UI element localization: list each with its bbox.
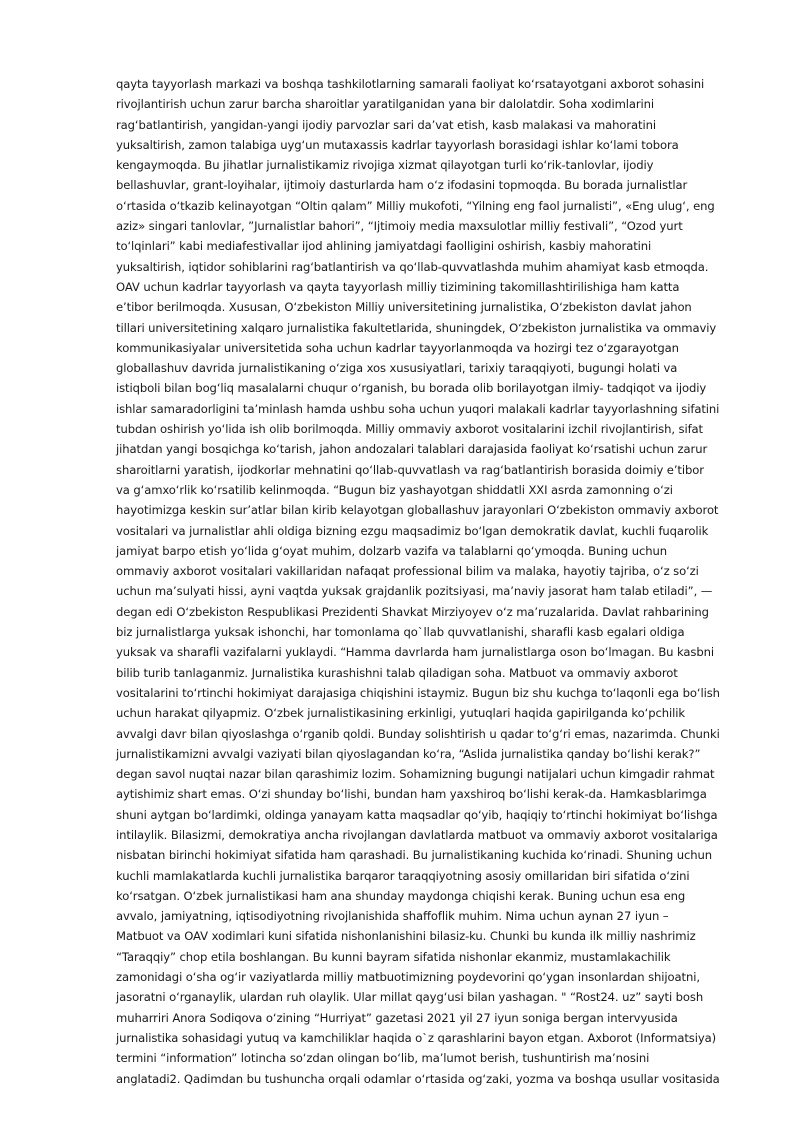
text-line: istiqboli bilan bog‘liq masalalarni chuqur o‘rganish, bu borada olib borilayotgan ilmiy- tadqiqot va ijodiy (116, 381, 707, 396)
text-line: “Taraqqiy” chop etila boshlangan. Bu kunni bayram sifatida nishonlar ekanmiz, mustamlakachilik (116, 949, 671, 964)
text-line: rivojlantirish uchun zarur barcha sharoitlar yaratilganidan yana bir dalolatdir. Soha xodimlarini (116, 97, 655, 112)
text-line: kuchli mamlakatlarda kuchli jurnalistika barqaror taraqqiyotning asosiy omillaridan biri sifatida o‘zini (116, 868, 690, 883)
text-line: kengaymoqda. Bu jihatlar jurnalistikamiz rivojiga xizmat qilayotgan turli ko‘rik-tanlovlar, ijodiy (116, 158, 654, 173)
text-line: tillari universitetining xalqaro jurnalistika fakultetlarida, shuningdek, O‘zbekiston jurnalistika va ommaviy (116, 320, 717, 335)
text-line: rag‘batlantirish, yangidan-yangi ijodiy parvozlar sari da’vat etish, kasb malakasi va mahoratini (116, 117, 656, 132)
text-line: va g‘amxo‘rlik ko‘rsatilib kelinmoqda. “Bugun biz yashayotgan shiddatli XXI asrda zamonning o‘zi (116, 482, 673, 497)
text-line: globallashuv davrida jurnalistikaning o‘ziga xos xususiyatlari, tarixiy taraqqiyoti, bugungi holati va (116, 361, 678, 376)
body-text (116, 74, 746, 1089)
text-line: zamonidagi o‘sha og‘ir vaziyatlarda milliy matbuotimizning poydevorini qo‘ygan insonlardan shijoatni, (116, 970, 700, 985)
text-line: yuksak va sharafli vazifalarni yuklaydi. “Hamma davrlarda ham jurnalistlarga oson bo‘lmagan. Bu kasbni (116, 645, 714, 660)
text-line: aziz» singari tanlovlar, ”Jurnalistlar bahori”, “Ijtimoiy media maxsulotlar milliy festivali”, “Ozod yurt (116, 219, 683, 234)
text-line: uchun ma’sulyati hissi, ayni vaqtda yuksak grajdanlik pozitsiyasi, ma’naviy jasorat ham talab etiladi”, — (116, 584, 713, 599)
text-line: avvalgi davr bilan qiyoslashga o‘rganib qoldi. Bunday solishtirish u qadar to‘g‘ri emas, nazarimda. Chunki (116, 726, 720, 741)
text-line: qayta tayyorlash markazi va boshqa tashkilotlarning samarali faoliyat ko‘rsatayotgani axborot sohasini (116, 77, 705, 91)
text-line: e’tibor berilmoqda. Xususan, O‘zbekiston Milliy universitetining jurnalistika, O‘zbekiston davlat jahon (116, 300, 692, 315)
text-line: hayotimizga keskin sur’atlar bilan kirib kelayotgan globallashuv jarayonlari O‘zbekiston ommaviy axborot (116, 503, 719, 518)
text-line: avvalo, jamiyatning, iqtisodiyotning rivojlanishida shaffoflik muhim. Nima uchun aynan 27 iyun – (116, 909, 669, 924)
text-line: kommunikasiyalar universitetida soha uchun kadrlar tayyorlanmoqda va hozirgi tez o‘zgarayotgan (116, 340, 679, 355)
text-line: yuksaltirish, iqtidor sohiblarini rag‘batlantirish va qo‘llab-quvvatlashda muhim ahamiyat kasb etmoqda. (116, 259, 709, 274)
text-line: degan edi O‘zbekiston Respublikasi Prezidenti Shavkat Mirziyoyev o‘z ma’ruzalarida. Davlat rahbarining (116, 604, 709, 619)
text-line: intilaylik. Bilasizmi, demokratiya ancha rivojlangan davlatlarda matbuot va ommaviy axborot vositalariga (116, 827, 718, 842)
text-line: sharoitlarni yaratish, ijodkorlar mehnatini qo‘llab-quvvatlash va rag‘batlantirish borasida doimiy e’tibor (116, 462, 704, 477)
text-line: Matbuot va OAV xodimlari kuni sifatida nishonlanishini bilasiz-ku. Chunki bu kunda ilk milliy nashrimiz (116, 929, 696, 944)
text-line: nisbatan birinchi hokimiyat sifatida ham qarashadi. Bu jurnalistikaning kuchida ko‘rinadi. Shuning uchun (116, 848, 713, 863)
text-line: jurnalistika sohasidagi yutuq va kamchiliklar haqida o`z qarashlarini bayon etgan. Axborot (Informatsiya) (116, 1030, 717, 1045)
text-line: anglatadi2. Qadimdan bu tushuncha orqali odamlar o‘rtasida og‘zaki, yozma va boshqa usullar vositasida (116, 1071, 720, 1086)
text-line: o‘rtasida o‘tkazib kelinayotgan “Oltin qalam” Milliy mukofoti, “Yilning eng faol jurnalisti”, «Eng ulug‘, eng (116, 198, 715, 213)
text-line: shuni aytgan bo‘lardimki, oldinga yanayam katta maqsadlar qo‘yib, haqiqiy to‘rtinchi hokimiyat bo‘lishga (116, 807, 718, 822)
text-line: jihatdan yangi bosqichga ko‘tarish, jahon andozalari talablari darajasida faoliyat ko‘rsatishi uchun zarur (116, 442, 708, 457)
text-line: jamiyat barpo etish yo‘lida g‘oyat muhim, dolzarb vazifa va talablarni qo‘ymoqda. Buning uchun (116, 543, 667, 558)
text-line: yuksaltirish, zamon talabiga uyg‘un mutaxassis kadrlar tayyorlash borasidagi ishlar ko‘lami tobora (116, 137, 679, 152)
text-line: bilib turib tanlaganmiz. Jurnalistika kurashishni talab qiladigan soha. Matbuot va ommaviy axborot (116, 665, 678, 680)
text-line: OAV uchun kadrlar tayyorlash va qayta tayyorlash milliy tizimining takomillashtirilishiga ham katta (116, 279, 680, 294)
text-line: bellashuvlar, grant-loyihalar, ijtimoiy dasturlarda ham o‘z ifodasini topmoqda. Bu borada jurnalistlar (116, 178, 688, 193)
text-line: uchun harakat qilyapmiz. O‘zbek jurnalistikasining erkinligi, yutuqlari haqida gapirilganda ko‘pchilik (116, 706, 685, 721)
text-line: vositalari va jurnalistlar ahli oldiga bizning ezgu maqsadimiz bo‘lgan demokratik davlat, kuchli fuqarolik (116, 523, 709, 538)
text-line: degan savol nuqtai nazar bilan qarashimiz lozim. Sohamizning bugungi natijalari uchun kimgadir rahmat (116, 767, 715, 782)
text-line: termini “information” lotincha so‘zdan olingan bo‘lib, ma’lumot berish, tushuntirish ma’nosini (116, 1051, 650, 1066)
text-line: vositalarini to‘rtinchi hokimiyat darajasiga chiqishini istaymiz. Bugun biz shu kuchga to‘laqonli ega bo‘lish (116, 685, 720, 700)
text-line: ommaviy axborot vositalari vakillaridan nafaqat professional bilim va malaka, hayotiy tajriba, o‘z so‘zi (116, 564, 699, 579)
text-line: tubdan oshirish yo‘lida ish olib borilmoqda. Milliy ommaviy axborot vositalarini izchil rivojlantirish, sifat (116, 422, 703, 437)
text-line: aytishimiz shart emas. O‘zi shunday bo‘lishi, bundan ham yaxshiroq bo‘lishi kerak-da. Hamkasblarimga (116, 787, 707, 802)
text-line: muharriri Anora Sodiqova o‘zining “Hurriyat” gazetasi 2021 yil 27 iyun soniga bergan intervyusida (116, 1010, 678, 1025)
text-line: to‘lqinlari” kabi mediafestivallar ijod ahlining jamiyatdagi faolligini oshirish, kasbiy mahoratini (116, 239, 652, 254)
text-line: jurnalistikamizni avvalgi vaziyati bilan qiyoslagandan ko‘ra, “Aslida jurnalistika qanday bo‘lishi kerak?” (116, 746, 701, 761)
text-line: ko‘rsatgan. O‘zbek jurnalistikasi ham ana shunday maydonga chiqishi kerak. Buning uchun esa eng (116, 888, 686, 903)
text-line: jasoratni o‘rganaylik, ulardan ruh olaylik. Ular millat qayg‘usi bilan yashagan. " “Rost24. uz” sayti bosh (116, 990, 704, 1005)
text-line: ishlar samaradorligini ta’minlash hamda ushbu soha uchun yuqori malakali kadrlar tayyorlashning sifatini (116, 401, 720, 416)
text-line: biz jurnalistlarga yuksak ishonchi, har tomonlama qo`llab quvvatlanishi, sharafli kasb egalari oldiga (116, 625, 685, 640)
